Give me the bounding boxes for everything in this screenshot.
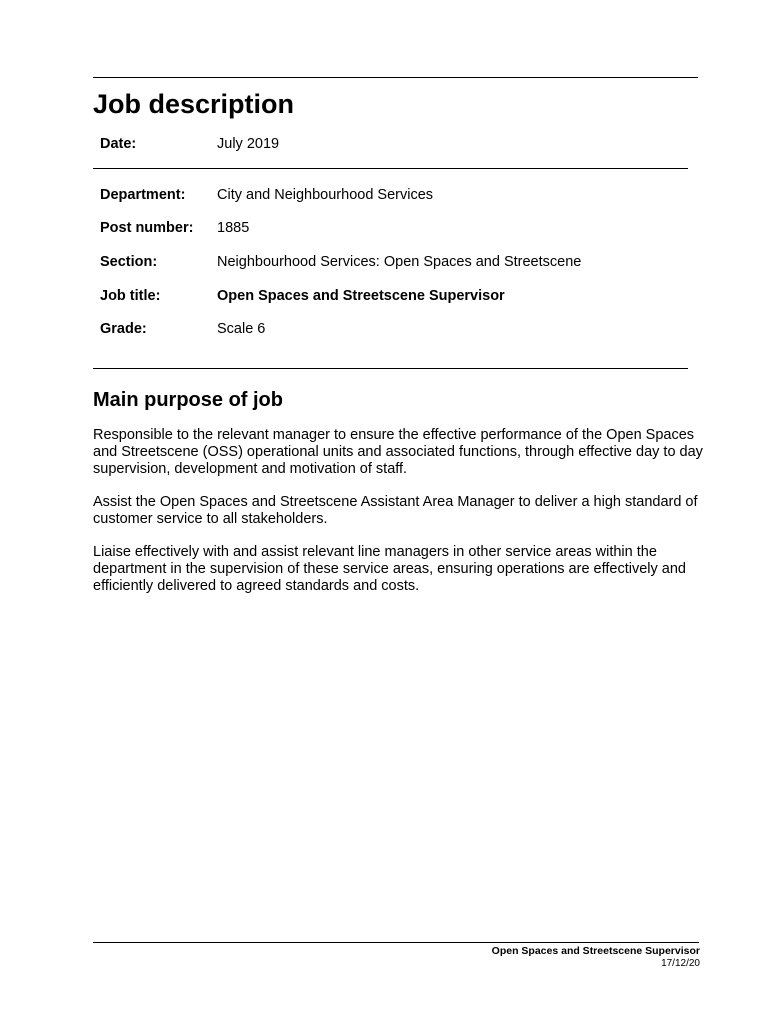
footer-date: 17/12/20 (661, 958, 700, 969)
footer-divider (93, 942, 699, 943)
details-divider (93, 368, 688, 369)
job-title-value: Open Spaces and Streetscene Supervisor (217, 288, 505, 304)
grade-value: Scale 6 (217, 321, 266, 337)
purpose-paragraph-2: Assist the Open Spaces and Streetscene Assistant Area Manager to deliver a high standard of customer service to all stakeholders. (93, 494, 698, 527)
purpose-paragraph-1: Responsible to the relevant manager to ensure the effective performance of the Open Spaces and Streetscene (OSS) operational units and associated functions, through effective day to day supervision, development and motivation of staff. (93, 427, 703, 477)
department-value: City and Neighbourhood Services (217, 187, 434, 203)
field-row-grade (100, 319, 690, 339)
field-row-date (100, 134, 690, 154)
field-row-job-title (100, 286, 690, 306)
date-label: Date: (100, 136, 137, 152)
post-number-label: Post number: (100, 220, 194, 236)
field-row-department (100, 185, 690, 205)
date-divider (93, 168, 688, 169)
grade-label: Grade: (100, 321, 147, 337)
footer-title: Open Spaces and Streetscene Supervisor (491, 945, 700, 957)
main-purpose-heading: Main purpose of job (93, 389, 283, 411)
page-title: Job description (93, 89, 295, 119)
post-number-value: 1885 (217, 220, 250, 236)
field-row-section (100, 252, 690, 272)
purpose-paragraph-3: Liaise effectively with and assist relevant line managers in other service areas within the department in the supervision of these service areas, ensuring operations are effectively and efficiently delivered to agreed standards and costs. (93, 544, 686, 594)
section-value: Neighbourhood Services: Open Spaces and Streetscene (217, 254, 582, 270)
top-divider (93, 77, 698, 78)
date-value: July 2019 (217, 136, 280, 152)
job-title-label: Job title: (100, 288, 161, 304)
department-label: Department: (100, 187, 186, 203)
field-row-post-number (100, 218, 690, 238)
section-label: Section: (100, 254, 158, 270)
